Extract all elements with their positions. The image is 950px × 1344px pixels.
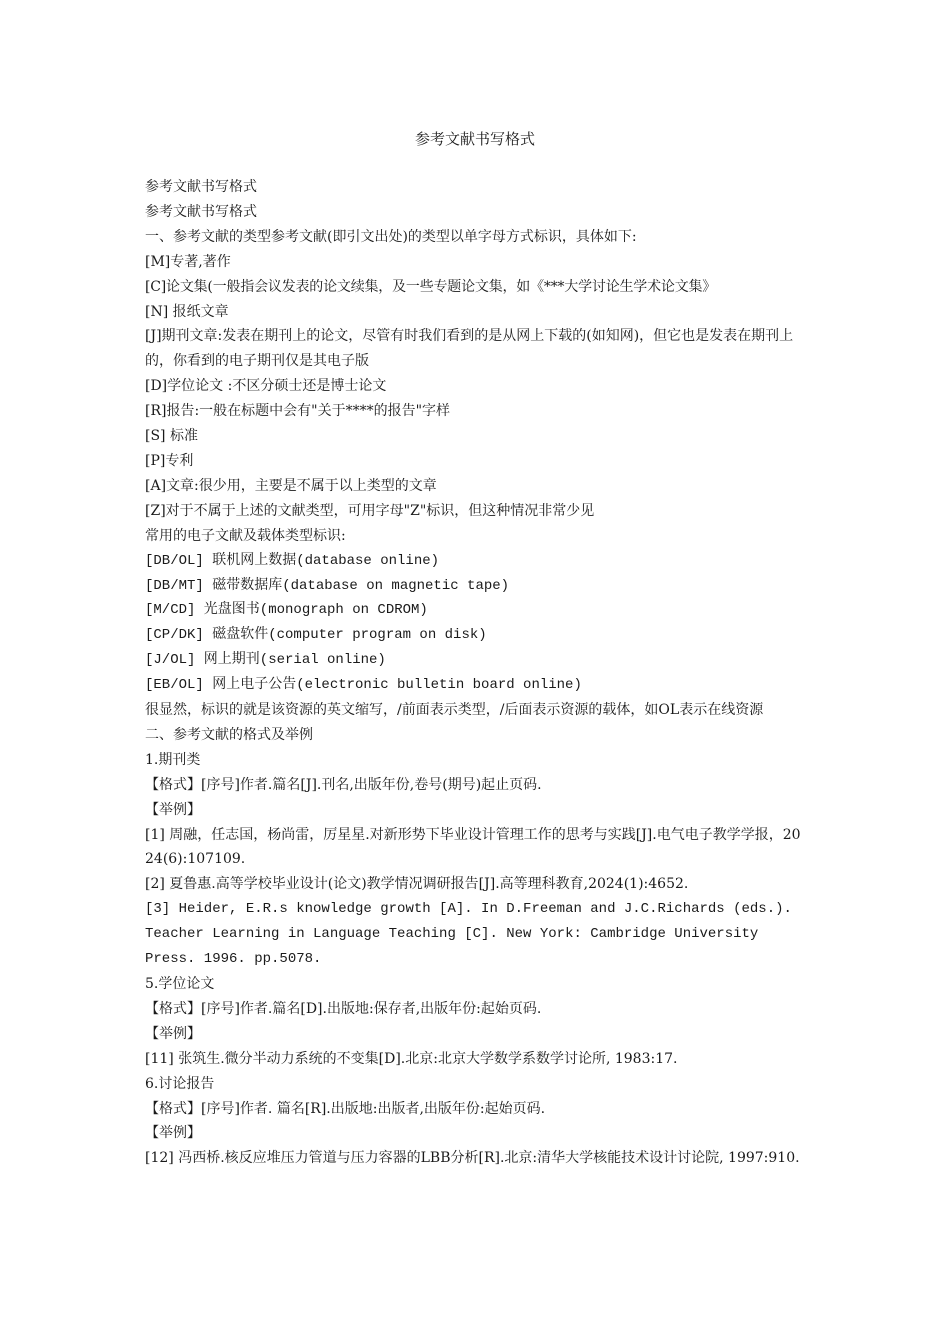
document-body [145,175,815,1171]
type-item-m: [M]专著,著作 [145,253,231,270]
format-line: 【格式】[序号]作者.篇名[J].刊名,出版年份,卷号(期号)起止页码. [145,776,542,793]
heading-line: 参考文献书写格式 [145,179,257,195]
section-heading: 二、参考文献的格式及举例 [145,726,313,743]
carrier-item-db-ol: [DB/OL] 联机网上数据(database online) [145,552,440,569]
example-label: 【举例】 [145,1025,201,1042]
type-item-d: [D]学位论文 :不区分硕士还是博士论文 [145,378,387,395]
type-item-a: [A]文章:很少用，主要是不属于以上类型的文章 [145,477,437,494]
document-title: 参考文献书写格式 [414,130,535,148]
type-item-r: [R]报告:一般在标题中会有"关于****的报告"字样 [145,403,451,420]
carrier-item-j-ol: [J/OL] 网上期刊(serial online) [145,652,386,669]
carrier-item-m-cd: [M/CD] 光盘图书(monograph on CDROM) [145,602,428,619]
format-line: 【格式】[序号]作者.篇名[D].出版地:保存者,出版年份:起始页码. [145,1000,542,1017]
heading-line: 参考文献书写格式 [145,203,257,220]
reference-item: [11] 张筑生.微分半动力系统的不变集[D].北京:北京大学数学系数学讨论所, 1983:17. [145,1050,678,1067]
type-item-n: [N] 报纸文章 [145,303,229,320]
example-label: 【举例】 [145,801,201,818]
section-heading: 一、参考文献的类型参考文献(即引文出处)的类型以单字母方式标识，具体如下: [145,228,637,245]
reference-item: [1] 周融，任志国，杨尚雷，厉星星.对新形势下毕业设计管理工作的思考与实践[J].电气电子教学学报，2024(6):107109. [145,826,801,868]
reference-item: [3] Heider, E.R.s knowledge growth [A]. In D.Freeman and J.C.Richards (eds.). Teacher Learning in Language Teaching [C]. New York: Cambridge University Press. 1996. pp.5078. [145,901,792,968]
example-label: 【举例】 [145,1125,201,1142]
type-item-c: [C]论文集(一般指会议发表的论文续集，及一些专题论文集，如《***大学讨论生学术论文集》 [145,278,717,295]
type-item-s: [S] 标准 [145,428,198,445]
subsection-heading: 6.讨论报告 [145,1075,215,1092]
type-item-p: [P]专利 [145,452,194,469]
carrier-item-db-mt: [DB/MT] 磁带数据库(database on magnetic tape) [145,577,510,594]
subsection-heading: 1.期刊类 [145,751,201,768]
subsection-heading: 5.学位论文 [145,976,215,992]
electronic-types-heading: 常用的电子文献及载体类型标识: [145,527,346,544]
format-line: 【格式】[序号]作者. 篇名[R].出版地:出版者,出版年份:起始页码. [145,1100,546,1117]
explanation-paragraph: 很显然，标识的就是该资源的英文缩写，/前面表示类型，/后面表示资源的载体，如OL表示在线资源 [145,702,764,719]
type-item-z: [Z]对于不属于上述的文献类型，可用字母"Z"标识，但这种情况非常少见 [145,502,595,519]
carrier-item-cp-dk: [CP/DK] 磁盘软件(computer program on disk) [145,627,487,644]
type-item-j: [J]期刊文章:发表在期刊上的论文，尽管有时我们看到的是从网上下载的(如知网)，但它也是发表在期刊上的，你看到的电子期刊仅是其电子版 [145,328,794,370]
reference-item: [12] 冯西桥.核反应堆压力管道与压力容器的LBB分析[R].北京:清华大学核能技术设计讨论院, 1997:910. [145,1150,800,1167]
carrier-item-eb-ol: [EB/OL] 网上电子公告(electronic bulletin board online) [145,677,582,694]
reference-item: [2] 夏鲁惠.高等学校毕业设计(论文)教学情况调研报告[J].高等理科教育,2024(1):4652. [145,876,689,893]
